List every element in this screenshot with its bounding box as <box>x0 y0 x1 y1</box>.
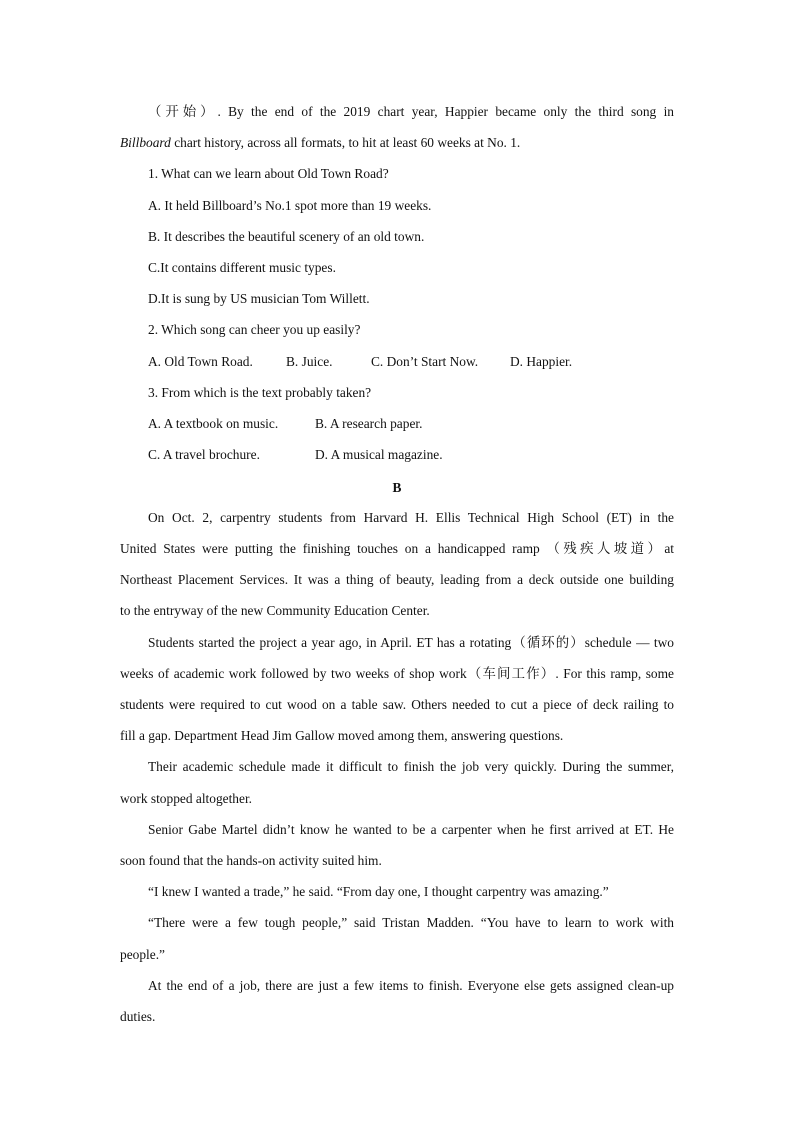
question-3-options-row-2 <box>120 445 674 465</box>
section-b-line: Students started the project a year ago, in April. ET has a rotating（循环的）schedule — two <box>148 635 674 650</box>
question-2-options <box>120 352 674 372</box>
passage-a-line-1: （开始）. By the end of the 2019 chart year, Happier became only the third song in <box>148 104 674 119</box>
section-b-line: duties. <box>120 1009 156 1024</box>
section-b-line: people.” <box>120 947 165 962</box>
question-2-option-a: A. Old Town Road. <box>148 354 253 369</box>
passage-a-line-2-rest: chart history, across all formats, to hit at least 60 weeks at No. 1. <box>170 135 521 150</box>
section-b-line: On Oct. 2, carpentry students from Harvard H. Ellis Technical High School (ET) in the <box>148 510 674 525</box>
question-2-option-c: C. Don’t Start Now. <box>371 354 479 369</box>
section-b-line: soon found that the hands-on activity suited him. <box>120 853 382 868</box>
question-1-option-a: A. It held Billboard’s No.1 spot more than 19 weeks. <box>148 198 432 213</box>
question-3-options-row-1 <box>120 414 674 434</box>
section-b-line: to the entryway of the new Community Education Center. <box>120 603 430 618</box>
section-b-line: weeks of academic work followed by two weeks of shop work（车间工作）. For this ramp, some <box>120 666 674 681</box>
section-b-line: students were required to cut wood on a table saw. Others needed to cut a piece of deck railing to <box>120 697 674 712</box>
question-2-stem: 2. Which song can cheer you up easily? <box>148 322 361 337</box>
question-2-option-b: B. Juice. <box>286 354 333 369</box>
section-b-line: Their academic schedule made it difficult to finish the job very quickly. During the summer, <box>148 759 674 774</box>
question-3-option-b: B. A research paper. <box>315 416 423 431</box>
section-b-heading: B <box>392 480 402 495</box>
section-b-line: United States were putting the finishing touches on a handicapped ramp （残疾人坡道）at <box>120 541 674 556</box>
section-b-line: fill a gap. Department Head Jim Gallow moved among them, answering questions. <box>120 728 564 743</box>
question-1-option-d: D.It is sung by US musician Tom Willett. <box>148 291 370 306</box>
section-b-line: “I knew I wanted a trade,” he said. “From day one, I thought carpentry was amazing.” <box>148 884 609 899</box>
question-1-option-b: B. It describes the beautiful scenery of an old town. <box>148 229 425 244</box>
question-3-stem: 3. From which is the text probably taken? <box>148 385 372 400</box>
question-2-option-d: D. Happier. <box>510 354 573 369</box>
passage-a-line-2 <box>120 133 674 153</box>
section-b-line: work stopped altogether. <box>120 791 253 806</box>
question-1-option-c: C.It contains different music types. <box>148 260 336 275</box>
billboard-italic: Billboard <box>120 135 171 150</box>
question-3-option-d: D. A musical magazine. <box>315 447 443 462</box>
section-b-line: “There were a few tough people,” said Tristan Madden. “You have to learn to work with <box>148 915 674 930</box>
section-b-line: Northeast Placement Services. It was a thing of beauty, leading from a deck outside one building <box>120 572 674 587</box>
question-1-stem: 1. What can we learn about Old Town Road? <box>148 166 389 181</box>
section-b-line: Senior Gabe Martel didn’t know he wanted to be a carpenter when he first arrived at ET. He <box>148 822 674 837</box>
section-b-line: At the end of a job, there are just a few items to finish. Everyone else gets assigned clean-up <box>148 978 674 993</box>
question-3-option-c: C. A travel brochure. <box>148 447 260 462</box>
question-3-option-a: A. A textbook on music. <box>148 416 279 431</box>
